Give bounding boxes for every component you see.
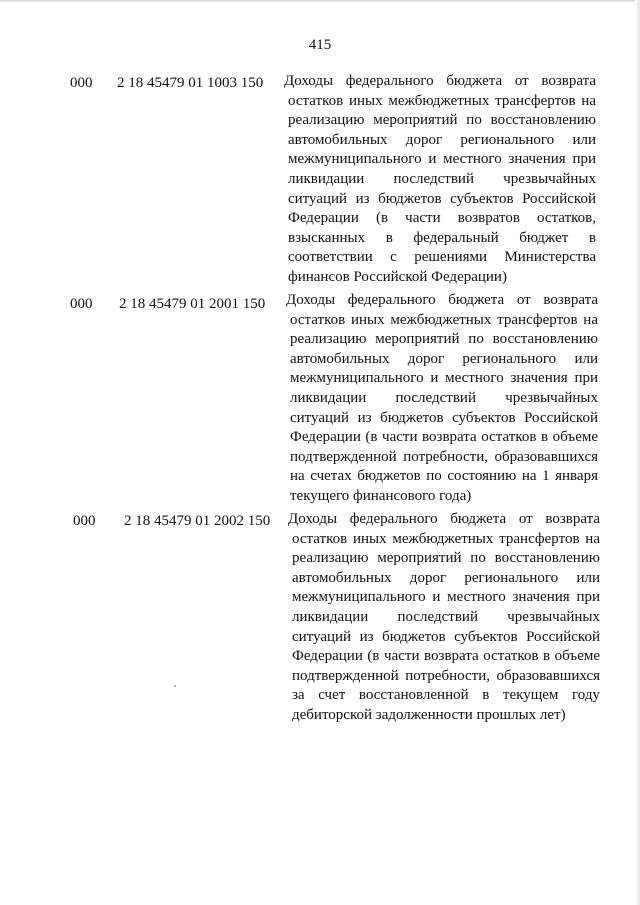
description-line: остатков иных межбюджетных трансфертов на: [292, 530, 600, 547]
description-line: Доходы федерального бюджета от возврата: [284, 73, 596, 89]
description-line: ликвидации последствий чрезвычайных: [290, 389, 598, 406]
description-line: Доходы федерального бюджета от возврата: [288, 511, 600, 527]
entry-description: [284, 72, 596, 288]
description-line: автомобильных дорог регионального или: [292, 569, 600, 586]
page-number: 415: [308, 37, 332, 53]
admin-code: 000: [70, 75, 93, 91]
entry-description: [288, 510, 600, 726]
scan-top-edge: [0, 0, 640, 3]
description-line: ситуаций из бюджетов субъектов Российской: [290, 409, 598, 426]
description-line: автомобильных дорог регионального или: [290, 350, 598, 367]
description-line: дебиторской задолженности прошлых лет): [292, 706, 566, 723]
description-line: остатков иных межбюджетных трансфертов на: [288, 92, 596, 109]
entry-description: [286, 291, 598, 507]
description-line: Федерации (в части возвратов остатков,: [288, 210, 596, 227]
description-line: ликвидации последствий чрезвычайных: [288, 170, 596, 187]
description-line: межмуниципального и местного значения при: [292, 589, 600, 606]
description-line: Федерации (в части возврата остатков в объеме: [292, 648, 600, 665]
description-line: финансов Российской Федерации): [288, 268, 507, 285]
description-line: ситуаций из бюджетов субъектов Российской: [292, 628, 600, 645]
description-line: соответствии с решениями Министерства: [288, 249, 596, 266]
admin-code: 000: [70, 296, 93, 312]
budget-classification-code: 2 18 45479 01 2002 150: [124, 513, 271, 529]
description-line: ситуаций из бюджетов субъектов Российской: [288, 190, 596, 207]
description-line: подтвержденной потребности, образовавшихся: [292, 667, 600, 684]
description-line: Доходы федерального бюджета от возврата: [286, 292, 598, 308]
description-line: текущего финансового года): [290, 487, 472, 504]
description-line: ликвидации последствий чрезвычайных: [292, 608, 600, 625]
description-line: реализацию мероприятий по восстановлению: [292, 550, 600, 567]
description-line: за счет восстановленной в текущем году: [292, 687, 600, 704]
description-line: взысканных в федеральный бюджет в: [288, 229, 596, 246]
scan-right-edge: [635, 0, 640, 905]
admin-code: 000: [73, 513, 96, 529]
description-line: на счетах бюджетов по состоянию на 1 января: [290, 468, 598, 485]
budget-classification-code: 2 18 45479 01 2001 150: [119, 296, 266, 312]
description-line: Федерации (в части возврата остатков в объеме: [290, 429, 598, 446]
budget-classification-code: 2 18 45479 01 1003 150: [117, 75, 264, 91]
description-line: остатков иных межбюджетных трансфертов на: [290, 311, 598, 328]
description-line: межмуниципального и местного значения при: [288, 151, 596, 168]
description-line: реализацию мероприятий по восстановлению: [288, 112, 596, 129]
description-line: межмуниципального и местного значения при: [290, 370, 598, 387]
description-line: автомобильных дорог регионального или: [288, 131, 596, 148]
description-line: подтвержденной потребности, образовавшихся: [290, 448, 598, 465]
scan-speck: [174, 685, 176, 687]
description-line: реализацию мероприятий по восстановлению: [290, 331, 598, 348]
